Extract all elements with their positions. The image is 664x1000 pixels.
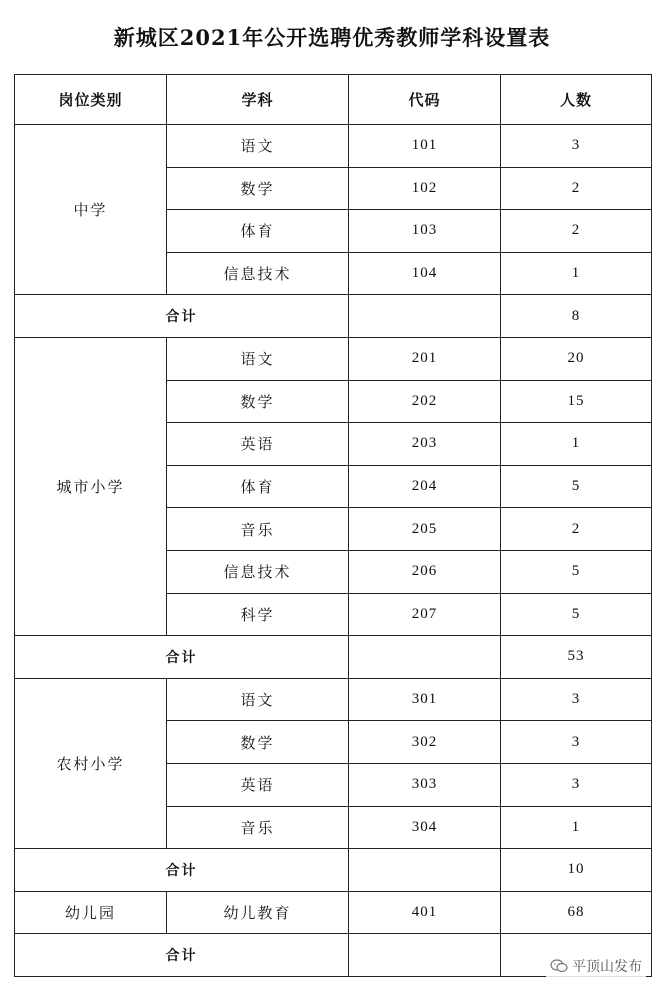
- subject-cell: 语文: [167, 125, 349, 168]
- total-code-cell: [349, 849, 501, 892]
- subject-cell: 数学: [167, 167, 349, 210]
- category-cell: 幼儿园: [15, 891, 167, 934]
- header-count: 人数: [501, 75, 652, 125]
- code-cell: 206: [349, 550, 501, 593]
- category-cell: 城市小学: [15, 337, 167, 635]
- count-cell: 5: [501, 550, 652, 593]
- code-cell: 302: [349, 721, 501, 764]
- total-code-cell: [349, 636, 501, 679]
- total-label: 合计: [15, 934, 349, 977]
- subject-cell: 体育: [167, 210, 349, 253]
- table-row: [15, 125, 652, 168]
- total-code-cell: [349, 934, 501, 977]
- total-count: 10: [501, 849, 652, 892]
- subject-cell: 英语: [167, 763, 349, 806]
- total-row: [15, 849, 652, 892]
- header-category: 岗位类别: [15, 75, 167, 125]
- count-cell: 20: [501, 337, 652, 380]
- category-cell: 农村小学: [15, 678, 167, 848]
- count-cell: 15: [501, 380, 652, 423]
- count-cell: 1: [501, 252, 652, 295]
- subject-cell: 幼儿教育: [167, 891, 349, 934]
- watermark-text: 平顶山发布: [572, 959, 642, 975]
- table-row: [15, 678, 652, 721]
- header-code: 代码: [349, 75, 501, 125]
- code-cell: 103: [349, 210, 501, 253]
- subject-cell: 音乐: [167, 508, 349, 551]
- count-cell: 1: [501, 423, 652, 466]
- count-cell: 2: [501, 508, 652, 551]
- table-row: [15, 891, 652, 934]
- count-cell: 2: [501, 167, 652, 210]
- code-cell: 401: [349, 891, 501, 934]
- code-cell: 102: [349, 167, 501, 210]
- header-subject: 学科: [167, 75, 349, 125]
- total-row: [15, 295, 652, 338]
- subject-cell: 信息技术: [167, 550, 349, 593]
- subject-cell: 数学: [167, 380, 349, 423]
- total-label: 合计: [15, 295, 349, 338]
- code-cell: 301: [349, 678, 501, 721]
- subject-cell: 语文: [167, 337, 349, 380]
- count-cell: 5: [501, 465, 652, 508]
- count-cell: 5: [501, 593, 652, 636]
- count-cell: 3: [501, 125, 652, 168]
- count-cell: 2: [501, 210, 652, 253]
- code-cell: 205: [349, 508, 501, 551]
- subject-cell: 信息技术: [167, 252, 349, 295]
- count-cell: 68: [501, 891, 652, 934]
- subject-cell: 科学: [167, 593, 349, 636]
- watermark: [546, 954, 646, 978]
- subject-cell: 音乐: [167, 806, 349, 849]
- total-label: 合计: [15, 636, 349, 679]
- count-cell: 3: [501, 678, 652, 721]
- code-cell: 304: [349, 806, 501, 849]
- code-cell: 207: [349, 593, 501, 636]
- count-cell: 3: [501, 763, 652, 806]
- table-header-row: [15, 75, 652, 125]
- subject-cell: 英语: [167, 423, 349, 466]
- page-title: 新城区2021年公开选聘优秀教师学科设置表: [113, 25, 551, 50]
- count-cell: 3: [501, 721, 652, 764]
- subject-cell: 语文: [167, 678, 349, 721]
- code-cell: 104: [349, 252, 501, 295]
- subject-cell: 数学: [167, 721, 349, 764]
- code-cell: 202: [349, 380, 501, 423]
- total-code-cell: [349, 295, 501, 338]
- code-cell: 203: [349, 423, 501, 466]
- code-cell: 204: [349, 465, 501, 508]
- total-label: 合计: [15, 849, 349, 892]
- count-cell: 1: [501, 806, 652, 849]
- subject-cell: 体育: [167, 465, 349, 508]
- total-row: [15, 636, 652, 679]
- total-count: 8: [501, 295, 652, 338]
- code-cell: 201: [349, 337, 501, 380]
- table-row: [15, 337, 652, 380]
- code-cell: 303: [349, 763, 501, 806]
- code-cell: 101: [349, 125, 501, 168]
- table-body: [15, 125, 652, 977]
- category-cell: 中学: [15, 125, 167, 295]
- total-count: 53: [501, 636, 652, 679]
- wechat-icon: [550, 959, 568, 973]
- subject-table: [14, 74, 652, 977]
